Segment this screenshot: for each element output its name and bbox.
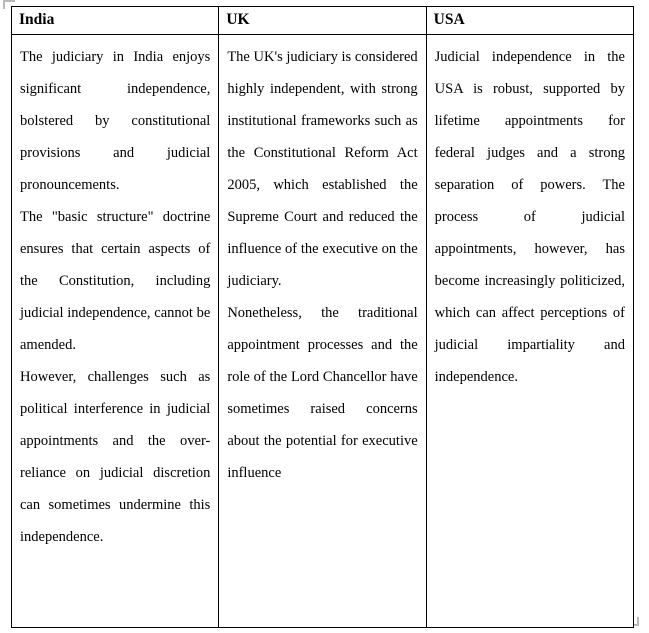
column-header-uk: UK [219, 7, 426, 35]
cell-uk [219, 35, 426, 628]
judicial-independence-comparison-table [11, 6, 634, 628]
india-paragraph-1: The judiciary in India enjoys significant independence, bolstered by constitutional provisions and judicial pronouncements. [20, 49, 211, 193]
column-header-usa: USA [426, 7, 633, 35]
india-paragraph-3: However, challenges such as political interference in judicial appointments and the over-reliance on judicial discretion can sometimes undermine this independence. [20, 369, 211, 545]
usa-paragraph-1: Judicial independence in the USA is robust, supported by lifetime appointments for federal judges and a strong separation of powers. The process of judicial appointments, however, has become increasingly politicized, which can affect perceptions of judicial impartiality and independence. [434, 49, 625, 385]
table-row [12, 35, 634, 628]
table-header-row [12, 7, 634, 35]
uk-paragraph-2: Nonetheless, the traditional appointment processes and the role of the Lord Chancellor have sometimes raised concerns about the potential for executive influence [227, 305, 418, 481]
table-header [12, 7, 634, 35]
cell-india [12, 35, 219, 628]
comparison-table-container [11, 6, 634, 628]
column-header-india: India [12, 7, 219, 35]
cell-usa [426, 35, 633, 628]
table-body [12, 35, 634, 628]
india-paragraph-2: The "basic structure" doctrine ensures that certain aspects of the Constitution, including judicial independence, cannot be amended. [20, 209, 211, 353]
uk-paragraph-1: The UK's judiciary is considered highly independent, with strong institutional frameworks such as the Constitutional Reform Act 2005, which established the Supreme Court and reduced the influence of the executive on the judiciary. [227, 49, 418, 289]
